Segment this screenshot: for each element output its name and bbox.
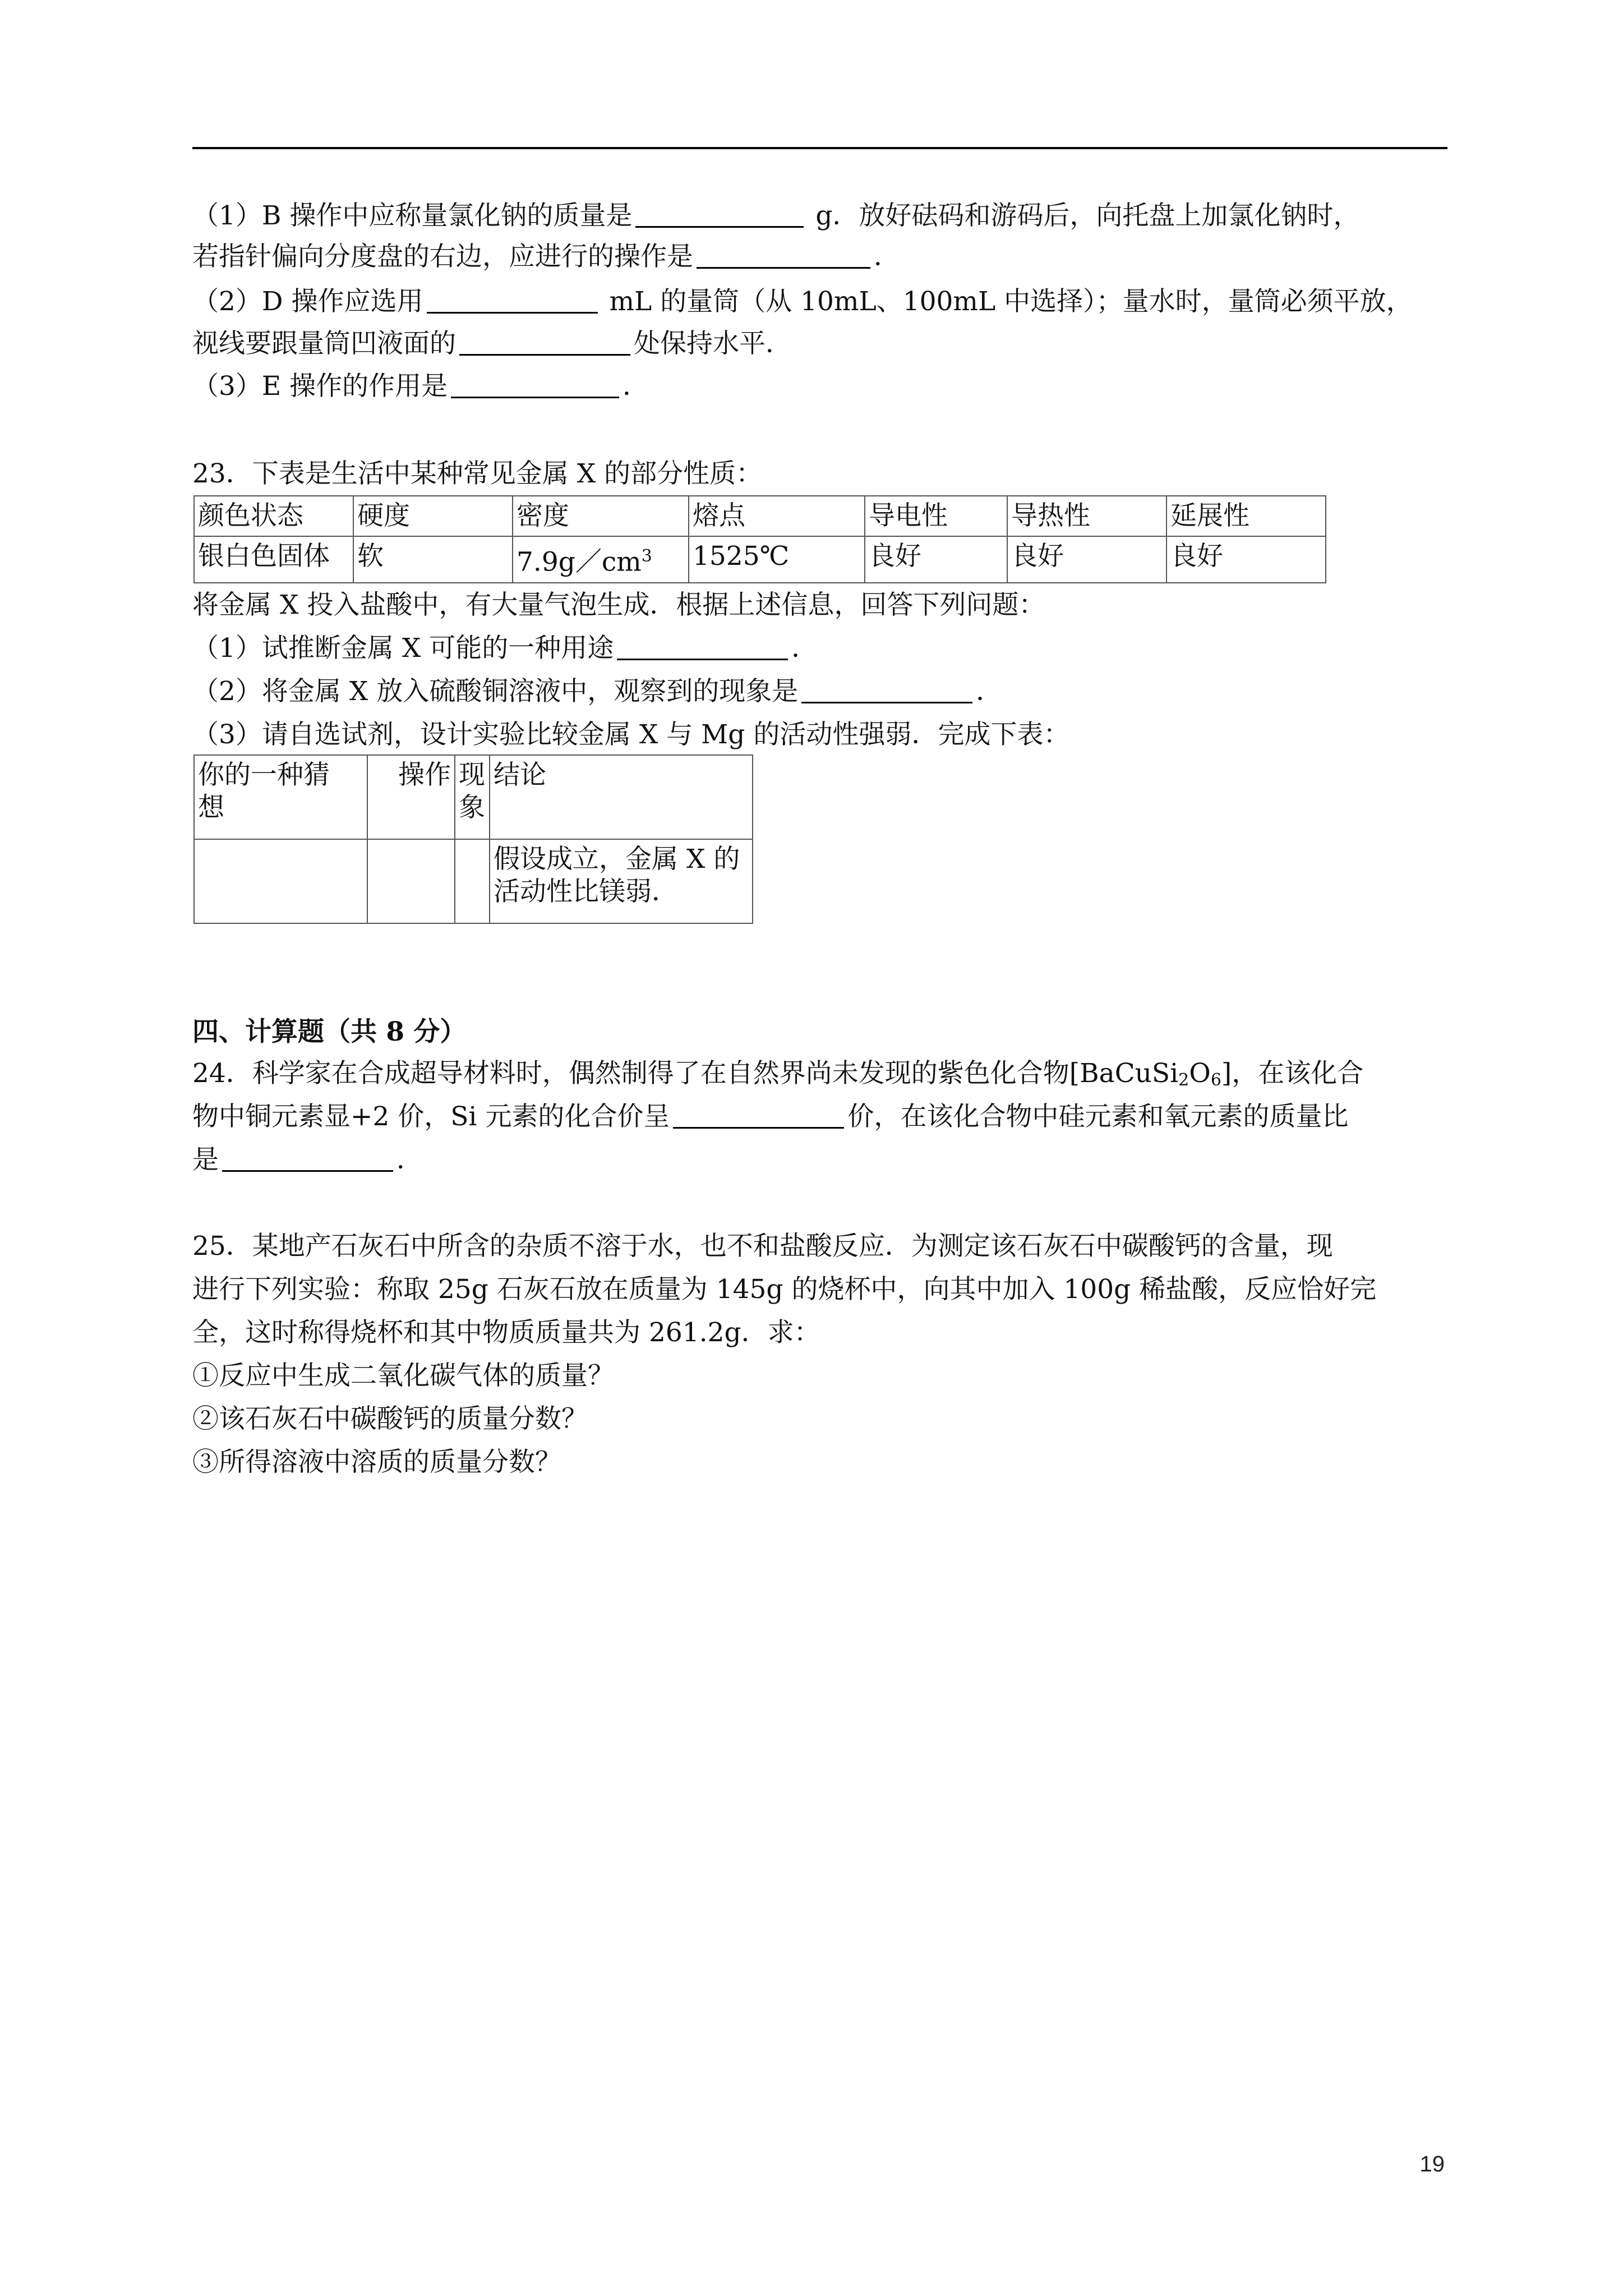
- table-cell[interactable]: [455, 839, 490, 923]
- q22-line-5: （3）E 操作的作用是 ．: [192, 371, 649, 402]
- table-cell: 良好: [865, 536, 1007, 583]
- section-heading: 四、计算题（共 8 分）: [192, 1016, 467, 1047]
- table-cell: 软: [353, 536, 513, 583]
- table-header-cell: 结论: [490, 755, 753, 839]
- table-header-cell: 导电性: [865, 496, 1007, 536]
- table-cell: 银白色固体: [194, 536, 353, 583]
- table-header-cell: 颜色状态: [194, 496, 353, 536]
- answer-blank[interactable]: [635, 200, 804, 228]
- experiment-design-table: [193, 754, 753, 924]
- answer-blank[interactable]: [451, 371, 619, 398]
- table-cell: 1525℃: [689, 536, 865, 583]
- answer-blank[interactable]: [427, 286, 598, 314]
- q24-line-2: 物中铜元素显+2 价，Si 元素的化合价呈 价，在该化合物中硅元素和氧元素的质量比: [192, 1101, 1349, 1132]
- table-row: [194, 496, 1326, 536]
- table-cell: 良好: [1007, 536, 1166, 583]
- metal-properties-table: [193, 495, 1326, 583]
- q23-sub-3: （3）请自选试剂，设计实验比较金属 X 与 Mg 的活动性强弱．完成下表：: [192, 719, 1070, 750]
- answer-blank[interactable]: [673, 1101, 844, 1129]
- table-header-cell: 导热性: [1007, 496, 1166, 536]
- q22-line-1: （1）B 操作中应称量氯化钠的质量是 g．放好砝码和游码后，向托盘上加氯化钠时，: [192, 200, 1360, 231]
- q25-item-3: ③所得溶液中溶质的质量分数？: [192, 1447, 561, 1478]
- page-number: 19: [1419, 2152, 1445, 2177]
- q25-item-1: ①反应中生成二氧化碳气体的质量？: [192, 1360, 614, 1391]
- answer-blank[interactable]: [617, 633, 788, 660]
- table-cell[interactable]: [194, 839, 367, 923]
- table-header-cell: 操作: [367, 755, 455, 839]
- q25-item-2: ②该石灰石中碳酸钙的质量分数？: [192, 1404, 588, 1434]
- table-header-cell: 延展性: [1166, 496, 1326, 536]
- table-cell: 良好: [1166, 536, 1326, 583]
- table-header-cell: 现 象: [455, 755, 490, 839]
- q23-sub-1: （1）试推断金属 X 可能的一种用途 ．: [192, 633, 818, 664]
- q22-line-2: 若指针偏向分度盘的右边，应进行的操作是 ．: [192, 241, 900, 272]
- answer-blank[interactable]: [222, 1144, 393, 1172]
- q23-sub-2: （2）将金属 X 放入硫酸铜溶液中，观察到的现象是 ．: [192, 676, 1003, 707]
- table-header-cell: 你的一种猜 想: [194, 755, 367, 839]
- q23-intro: 23．下表是生活中某种常见金属 X 的部分性质：: [192, 458, 763, 489]
- answer-blank[interactable]: [459, 328, 630, 356]
- table-header-cell: 熔点: [689, 496, 865, 536]
- table-header-cell: 硬度: [353, 496, 513, 536]
- q22-line-4: 视线要跟量筒凹液面的 处保持水平．: [192, 328, 792, 359]
- table-row: [194, 839, 753, 923]
- q25-line-2: 进行下列实验：称取 25g 石灰石放在质量为 145g 的烧杯中，向其中加入 100g 稀盐酸，反应恰好完: [192, 1274, 1377, 1305]
- q24-line-3: 是 ．: [192, 1144, 423, 1175]
- answer-blank[interactable]: [697, 241, 870, 269]
- answer-blank[interactable]: [801, 676, 972, 703]
- table-header-cell: 密度: [513, 496, 689, 536]
- table-row: [194, 536, 1326, 583]
- q25-line-1: 25．某地产石灰石中所含的杂质不溶于水，也不和盐酸反应．为测定该石灰石中碳酸钙的含量，现: [192, 1231, 1333, 1262]
- header-rule: [192, 147, 1447, 149]
- q22-line-3: （2）D 操作应选用 mL 的量筒（从 10mL、100mL 中选择）；量水时，量筒必须平放，: [192, 286, 1413, 317]
- q25-line-3: 全，这时称得烧杯和其中物质质量共为 261.2g．求：: [192, 1317, 820, 1348]
- q23-statement: 将金属 X 投入盐酸中，有大量气泡生成．根据上述信息，回答下列问题：: [192, 590, 1045, 620]
- q24-line-1: 24．科学家在合成超导材料时，偶然制得了在自然界尚未发现的紫色化合物$[BaCuSi_2O_6]$，在该化合: [192, 1058, 1364, 1090]
- table-cell[interactable]: [367, 839, 455, 923]
- table-cell: 假设成立，金属 X 的 活动性比镁弱．: [490, 839, 753, 923]
- table-row: [194, 755, 753, 839]
- table-cell: $7.9g/cm^3$: [513, 536, 689, 583]
